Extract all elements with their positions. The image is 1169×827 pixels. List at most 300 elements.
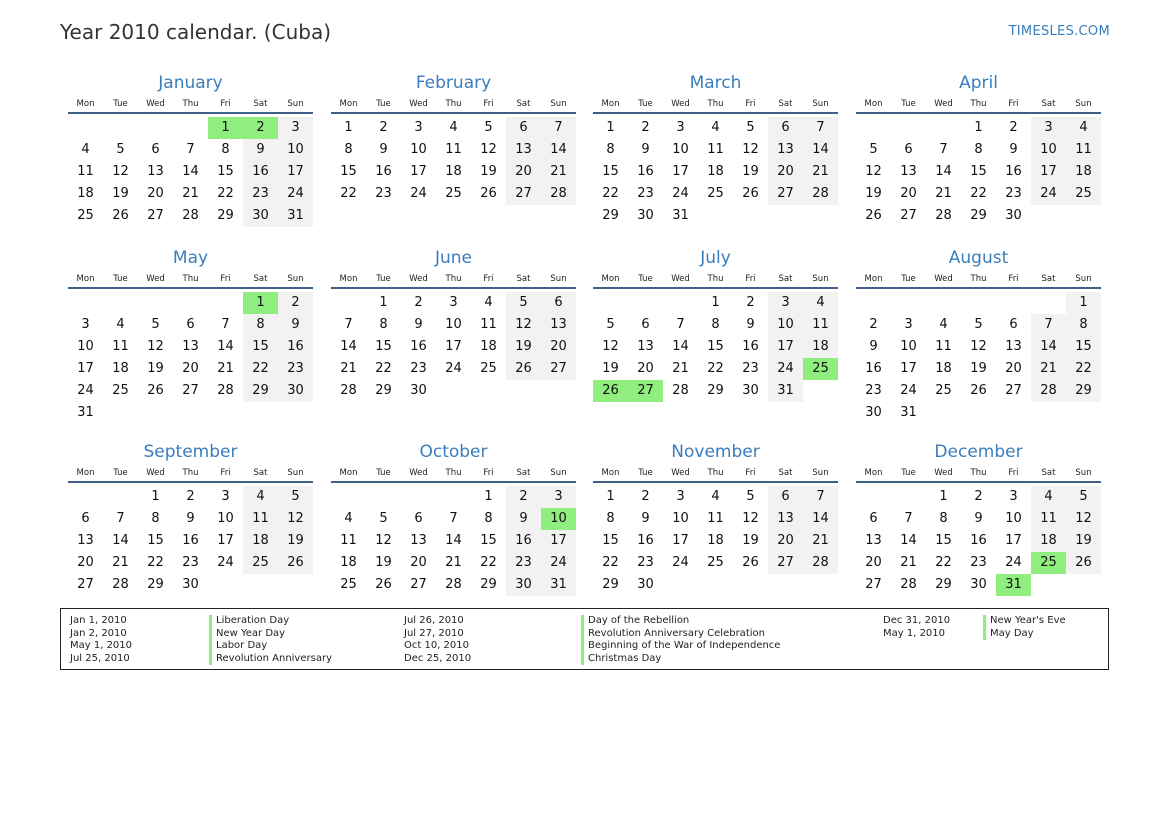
day-cell: 10 — [445, 317, 462, 332]
weekday-label: Sun — [812, 468, 829, 478]
day-grid — [68, 117, 313, 227]
day-cell: 7 — [449, 511, 458, 526]
weekday-header — [331, 465, 576, 483]
day-cell: 9 — [506, 508, 541, 530]
day-cell: 14 — [541, 139, 576, 161]
day-cell: 14 — [803, 139, 838, 161]
month-may — [68, 247, 313, 424]
day-cell: 4 — [1066, 117, 1101, 139]
day-cell: 22 — [340, 186, 357, 201]
holiday-day: 1 — [243, 292, 278, 314]
day-cell: 8 — [606, 511, 615, 526]
holiday-day: 25 — [1031, 552, 1066, 574]
day-cell: 10 — [77, 339, 94, 354]
day-cell: 1 — [606, 489, 615, 504]
day-cell: 27 — [147, 208, 164, 223]
weekday-label: Thu — [970, 274, 987, 284]
day-cell: 17 — [278, 161, 313, 183]
day-cell: 10 — [672, 142, 689, 157]
weekday-label: Mon — [339, 274, 358, 284]
legend-date: Jan 1, 2010 — [70, 615, 127, 626]
legend-holiday-name: Revolution Anniversary Celebration — [581, 628, 780, 641]
day-cell: 16 — [182, 533, 199, 548]
day-cell: 5 — [278, 486, 313, 508]
day-cell: 4 — [243, 486, 278, 508]
day-cell: 3 — [676, 489, 685, 504]
day-cell: 16 — [742, 339, 759, 354]
day-cell: 21 — [217, 361, 234, 376]
day-cell: 17 — [410, 164, 427, 179]
legend-date: Jul 26, 2010 — [404, 615, 464, 626]
day-cell: 27 — [1005, 383, 1022, 398]
day-cell: 9 — [641, 511, 650, 526]
day-cell: 15 — [1066, 336, 1101, 358]
day-cell: 30 — [637, 208, 654, 223]
weekday-label: Fri — [1008, 468, 1019, 478]
day-cell: 1 — [711, 295, 720, 310]
day-cell: 14 — [112, 533, 129, 548]
month-august — [856, 247, 1101, 424]
day-cell: 17 — [445, 339, 462, 354]
weekday-label: Tue — [376, 468, 391, 478]
day-cell: 7 — [186, 142, 195, 157]
day-cell: 15 — [243, 336, 278, 358]
weekday-label: Tue — [376, 274, 391, 284]
day-cell: 31 — [900, 405, 917, 420]
day-cell: 9 — [641, 142, 650, 157]
day-cell: 12 — [1066, 508, 1101, 530]
day-cell: 1 — [974, 120, 983, 135]
day-grid — [856, 117, 1101, 227]
day-cell: 12 — [865, 164, 882, 179]
day-cell: 30 — [637, 577, 654, 592]
day-cell: 8 — [379, 317, 388, 332]
weekday-label: Sat — [778, 468, 793, 478]
day-cell: 13 — [900, 164, 917, 179]
legend-date: Dec 25, 2010 — [404, 652, 472, 664]
day-cell: 13 — [541, 314, 576, 336]
weekday-label: Fri — [483, 99, 494, 109]
day-cell: 5 — [974, 317, 983, 332]
day-grid — [331, 292, 576, 402]
day-cell: 22 — [1066, 358, 1101, 380]
legend-holiday-name: New Year Day — [209, 628, 332, 641]
day-cell: 20 — [506, 161, 541, 183]
weekday-label: Sun — [812, 274, 829, 284]
day-cell: 11 — [243, 508, 278, 530]
day-cell: 19 — [506, 336, 541, 358]
day-cell: 17 — [217, 533, 234, 548]
weekday-label: Sun — [1075, 468, 1092, 478]
weekday-label: Mon — [864, 468, 883, 478]
day-cell: 11 — [707, 142, 724, 157]
day-cell: 16 — [1005, 164, 1022, 179]
day-cell: 25 — [340, 577, 357, 592]
weekday-label: Fri — [483, 468, 494, 478]
day-cell: 12 — [970, 339, 987, 354]
day-cell: 4 — [449, 120, 458, 135]
day-cell: 11 — [1066, 139, 1101, 161]
day-cell: 7 — [676, 317, 685, 332]
day-cell: 28 — [900, 577, 917, 592]
day-cell: 8 — [974, 142, 983, 157]
weekday-label: Mon — [76, 468, 95, 478]
day-cell: 16 — [970, 533, 987, 548]
day-cell: 9 — [186, 511, 195, 526]
day-cell: 4 — [711, 120, 720, 135]
day-cell: 6 — [641, 317, 650, 332]
day-cell: 8 — [606, 142, 615, 157]
day-cell: 13 — [637, 339, 654, 354]
day-cell: 8 — [243, 314, 278, 336]
day-cell: 12 — [742, 511, 759, 526]
day-cell: 11 — [1031, 508, 1066, 530]
holiday-day: 26 — [593, 380, 628, 402]
legend-date: Oct 10, 2010 — [404, 640, 469, 651]
day-cell: 25 — [77, 208, 94, 223]
weekday-label: Thu — [707, 468, 724, 478]
day-cell: 22 — [243, 358, 278, 380]
day-cell: 17 — [77, 361, 94, 376]
day-cell: 24 — [1031, 183, 1066, 205]
weekday-label: Fri — [220, 274, 231, 284]
weekday-label: Mon — [339, 99, 358, 109]
day-cell: 13 — [506, 139, 541, 161]
weekday-label: Sat — [778, 274, 793, 284]
day-cell: 13 — [1005, 339, 1022, 354]
month-name: July — [700, 248, 731, 268]
legend-date: May 1, 2010 — [883, 627, 946, 639]
day-cell: 5 — [506, 292, 541, 314]
day-cell: 30 — [742, 383, 759, 398]
weekday-label: Mon — [76, 274, 95, 284]
day-cell: 8 — [344, 142, 353, 157]
legend-date: Jul 25, 2010 — [70, 652, 130, 664]
day-cell: 4 — [939, 317, 948, 332]
day-cell: 16 — [243, 161, 278, 183]
day-cell: 3 — [904, 317, 913, 332]
month-name: October — [419, 442, 488, 462]
day-cell: 25 — [1066, 183, 1101, 205]
weekday-label: Tue — [113, 274, 128, 284]
day-cell: 18 — [707, 164, 724, 179]
weekday-label: Thu — [707, 99, 724, 109]
day-cell: 27 — [768, 552, 803, 574]
day-cell: 29 — [707, 383, 724, 398]
day-cell: 17 — [541, 530, 576, 552]
day-cell: 15 — [147, 533, 164, 548]
day-cell: 7 — [803, 486, 838, 508]
weekday-label: Mon — [601, 468, 620, 478]
legend-holiday-name: Labor Day — [209, 640, 332, 653]
day-cell: 17 — [672, 164, 689, 179]
weekday-label: Fri — [220, 99, 231, 109]
day-cell: 20 — [865, 555, 882, 570]
day-cell: 23 — [410, 361, 427, 376]
weekday-label: Thu — [445, 468, 462, 478]
day-cell: 2 — [1009, 120, 1018, 135]
day-cell: 8 — [939, 511, 948, 526]
day-cell: 9 — [278, 314, 313, 336]
day-cell: 9 — [746, 317, 755, 332]
month-name: February — [415, 73, 492, 93]
day-cell: 5 — [379, 511, 388, 526]
day-cell: 1 — [151, 489, 160, 504]
weekday-label: Wed — [671, 274, 690, 284]
day-cell: 26 — [742, 186, 759, 201]
day-cell: 21 — [900, 555, 917, 570]
day-cell: 9 — [974, 511, 983, 526]
day-cell: 2 — [869, 317, 878, 332]
day-cell: 21 — [672, 361, 689, 376]
holiday-day: 31 — [996, 574, 1031, 596]
month-name: November — [671, 442, 760, 462]
day-cell: 23 — [637, 186, 654, 201]
day-cell: 29 — [970, 208, 987, 223]
legend-holiday-name: New Year's Eve — [983, 615, 1066, 628]
day-cell: 23 — [970, 555, 987, 570]
day-cell: 26 — [865, 208, 882, 223]
day-cell: 20 — [77, 555, 94, 570]
weekday-header — [593, 271, 838, 289]
day-cell: 26 — [147, 383, 164, 398]
month-september — [68, 441, 313, 596]
day-cell: 28 — [803, 552, 838, 574]
day-cell: 15 — [707, 339, 724, 354]
day-cell: 5 — [869, 142, 878, 157]
legend-holiday-name: Liberation Day — [209, 615, 332, 628]
day-cell: 18 — [480, 339, 497, 354]
day-cell: 28 — [340, 383, 357, 398]
weekday-header — [593, 465, 838, 483]
weekday-label: Sun — [1075, 99, 1092, 109]
day-cell: 2 — [641, 120, 650, 135]
day-cell: 14 — [1031, 336, 1066, 358]
day-cell: 22 — [970, 186, 987, 201]
day-cell: 11 — [445, 142, 462, 157]
weekday-header — [68, 271, 313, 289]
day-cell: 31 — [672, 208, 689, 223]
day-cell: 8 — [1066, 314, 1101, 336]
day-cell: 24 — [768, 358, 803, 380]
day-cell: 4 — [1031, 486, 1066, 508]
day-cell: 17 — [900, 361, 917, 376]
month-name: May — [172, 248, 209, 268]
day-cell: 20 — [900, 186, 917, 201]
day-cell: 17 — [768, 336, 803, 358]
day-cell: 20 — [541, 336, 576, 358]
site-link[interactable]: TIMESLES.COM — [1008, 24, 1110, 39]
day-cell: 16 — [506, 530, 541, 552]
day-cell: 29 — [602, 208, 619, 223]
day-cell: 27 — [506, 183, 541, 205]
weekday-label: Sat — [253, 468, 268, 478]
day-cell: 22 — [602, 186, 619, 201]
weekday-label: Sat — [253, 99, 268, 109]
month-february — [331, 72, 576, 205]
weekday-label: Sun — [287, 274, 304, 284]
day-cell: 19 — [112, 186, 129, 201]
day-cell: 27 — [768, 183, 803, 205]
day-cell: 7 — [939, 142, 948, 157]
month-name: June — [434, 248, 473, 268]
day-cell: 3 — [676, 120, 685, 135]
day-cell: 19 — [147, 361, 164, 376]
day-cell: 27 — [541, 358, 576, 380]
day-cell: 1 — [606, 120, 615, 135]
day-cell: 23 — [865, 383, 882, 398]
month-name: April — [959, 73, 998, 93]
day-cell: 29 — [217, 208, 234, 223]
weekday-header — [593, 96, 838, 114]
weekday-header — [856, 96, 1101, 114]
day-cell: 19 — [602, 361, 619, 376]
day-cell: 18 — [445, 164, 462, 179]
day-cell: 19 — [1066, 530, 1101, 552]
day-cell: 5 — [606, 317, 615, 332]
day-cell: 11 — [77, 164, 94, 179]
day-cell: 6 — [768, 486, 803, 508]
legend-names-column — [209, 615, 332, 665]
day-cell: 27 — [77, 577, 94, 592]
day-cell: 24 — [541, 552, 576, 574]
day-cell: 6 — [904, 142, 913, 157]
day-cell: 8 — [484, 511, 493, 526]
day-cell: 1 — [484, 489, 493, 504]
day-cell: 30 — [243, 205, 278, 227]
weekday-label: Tue — [638, 274, 653, 284]
day-cell: 9 — [1009, 142, 1018, 157]
day-cell: 18 — [803, 336, 838, 358]
holiday-day: 2 — [243, 117, 278, 139]
day-cell: 18 — [707, 533, 724, 548]
day-cell: 13 — [768, 508, 803, 530]
weekday-label: Thu — [182, 99, 199, 109]
day-cell: 24 — [77, 383, 94, 398]
day-cell: 19 — [480, 164, 497, 179]
day-cell: 10 — [672, 511, 689, 526]
weekday-label: Wed — [671, 99, 690, 109]
weekday-header — [856, 465, 1101, 483]
day-cell: 9 — [379, 142, 388, 157]
legend-holiday-name: Beginning of the War of Independence — [581, 640, 780, 653]
day-cell: 12 — [742, 142, 759, 157]
weekday-label: Wed — [146, 99, 165, 109]
day-cell: 25 — [112, 383, 129, 398]
day-cell: 24 — [445, 361, 462, 376]
day-cell: 11 — [480, 317, 497, 332]
weekday-label: Sun — [550, 468, 567, 478]
legend-holiday-name: May Day — [983, 628, 1066, 641]
day-cell: 15 — [375, 339, 392, 354]
weekday-label: Wed — [934, 274, 953, 284]
day-cell: 28 — [672, 383, 689, 398]
day-cell: 12 — [480, 142, 497, 157]
weekday-label: Fri — [1008, 99, 1019, 109]
legend-date: Dec 31, 2010 — [883, 615, 951, 626]
month-name: March — [689, 73, 742, 93]
day-cell: 18 — [340, 555, 357, 570]
day-cell: 1 — [1066, 292, 1101, 314]
weekday-label: Thu — [182, 274, 199, 284]
day-cell: 11 — [112, 339, 129, 354]
day-cell: 1 — [379, 295, 388, 310]
day-grid — [856, 292, 1101, 424]
day-cell: 4 — [803, 292, 838, 314]
weekday-label: Sat — [1041, 468, 1056, 478]
day-cell: 2 — [746, 295, 755, 310]
day-cell: 23 — [278, 358, 313, 380]
month-name: December — [934, 442, 1023, 462]
day-cell: 21 — [1031, 358, 1066, 380]
weekday-label: Sat — [516, 274, 531, 284]
day-cell: 7 — [116, 511, 125, 526]
day-cell: 25 — [445, 186, 462, 201]
day-cell: 23 — [243, 183, 278, 205]
month-name: September — [143, 442, 238, 462]
day-cell: 3 — [541, 486, 576, 508]
legend-names-column — [581, 615, 780, 665]
day-cell: 31 — [768, 380, 803, 402]
weekday-label: Wed — [934, 468, 953, 478]
day-cell: 15 — [602, 533, 619, 548]
month-december — [856, 441, 1101, 596]
day-cell: 16 — [410, 339, 427, 354]
day-cell: 14 — [340, 339, 357, 354]
day-cell: 19 — [970, 361, 987, 376]
day-cell: 4 — [484, 295, 493, 310]
day-cell: 23 — [506, 552, 541, 574]
day-cell: 16 — [865, 361, 882, 376]
day-cell: 23 — [182, 555, 199, 570]
day-cell: 22 — [147, 555, 164, 570]
day-cell: 15 — [217, 164, 234, 179]
weekday-label: Tue — [901, 274, 916, 284]
day-grid — [593, 292, 838, 402]
day-cell: 11 — [707, 511, 724, 526]
day-cell: 7 — [803, 117, 838, 139]
weekday-label: Sat — [516, 99, 531, 109]
weekday-label: Thu — [970, 99, 987, 109]
holiday-day: 1 — [208, 117, 243, 139]
day-cell: 28 — [541, 183, 576, 205]
day-cell: 10 — [1005, 511, 1022, 526]
day-cell: 2 — [506, 486, 541, 508]
day-cell: 19 — [742, 164, 759, 179]
day-cell: 14 — [900, 533, 917, 548]
holiday-day: 27 — [628, 380, 663, 402]
day-cell: 25 — [480, 361, 497, 376]
weekday-label: Thu — [707, 274, 724, 284]
day-cell: 26 — [278, 552, 313, 574]
weekday-label: Sun — [550, 99, 567, 109]
day-cell: 6 — [506, 117, 541, 139]
day-cell: 19 — [278, 530, 313, 552]
weekday-label: Thu — [182, 468, 199, 478]
weekday-label: Sun — [550, 274, 567, 284]
day-cell: 18 — [1066, 161, 1101, 183]
weekday-header — [68, 465, 313, 483]
month-july — [593, 247, 838, 402]
day-cell: 11 — [340, 533, 357, 548]
day-cell: 19 — [865, 186, 882, 201]
weekday-label: Sun — [1075, 274, 1092, 284]
day-cell: 30 — [182, 577, 199, 592]
day-cell: 9 — [869, 339, 878, 354]
day-cell: 1 — [939, 489, 948, 504]
day-cell: 30 — [410, 383, 427, 398]
day-cell: 13 — [768, 139, 803, 161]
